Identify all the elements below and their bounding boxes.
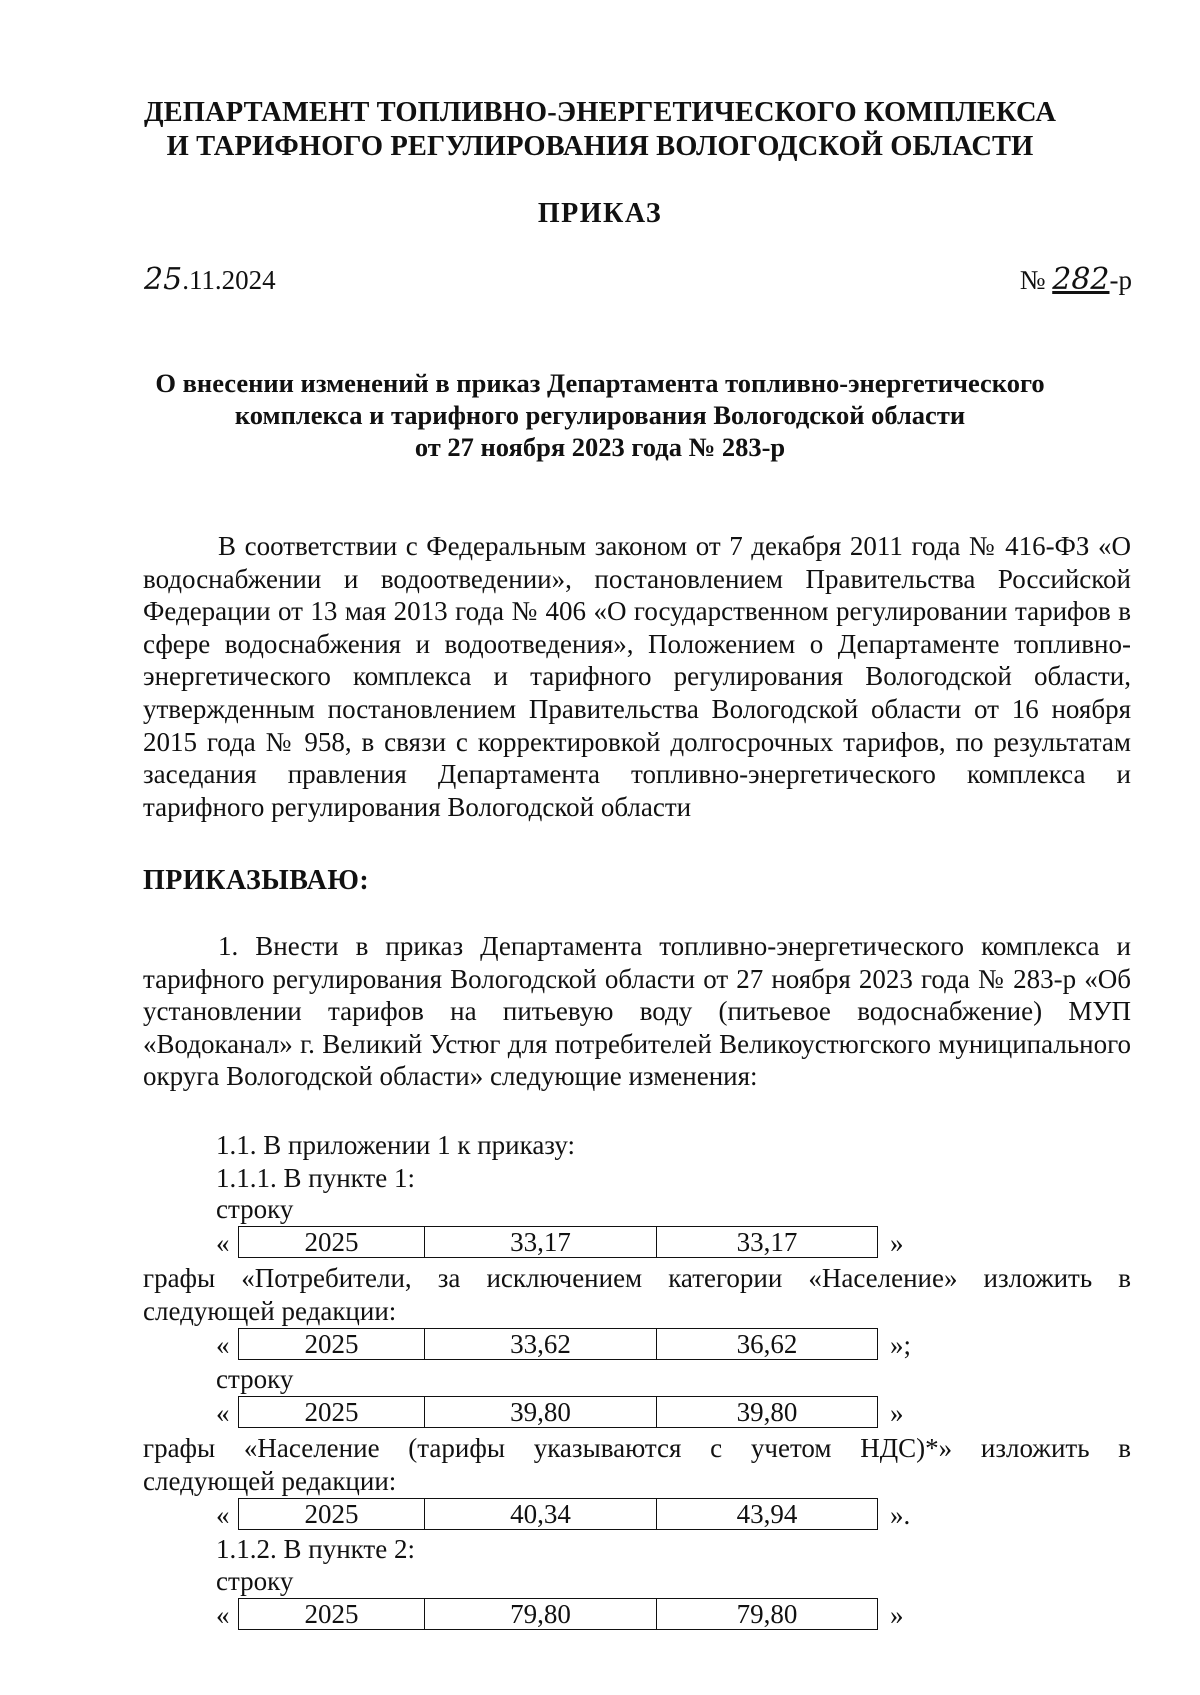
quote-close: » [890,1398,904,1428]
stroku-label: строку [216,1194,294,1224]
number-prefix: № [1019,265,1053,295]
number-suffix: -р [1109,265,1132,295]
tariff-table [238,1328,878,1360]
year-cell: 2025 [239,1227,425,1257]
date-rest: .11.2024 [182,265,276,295]
quote-open: « [216,1500,230,1530]
stroku-label: строку [216,1566,294,1596]
tariff-value-cell: 33,17 [736,1227,798,1257]
item-1-1-heading: 1.1. В приложении 1 к приказу: [216,1130,576,1160]
preamble-paragraph: В соответствии с Федеральным законом от 7 декабря 2011 года № 416-ФЗ «О водоснабжении и водоотведении», постановлением Правительства Российской Федерации от 13 мая 2013 года № 406 «О государственном регулировании тарифов в сфере водоснабжения и водоотведения», Положением о Департаменте топливно-энергетического комплекса и тарифного регулирования Вологодской области, утвержденным постановлением Правительства Вологодской области от 16 ноября 2015 года № 958, в связи с корректировкой долгосрочных тарифов, по результатам заседания правления Департамента топливно-энергетического комплекса и тарифного регулирования Вологодской области [143,531,1131,822]
stroku-label: строку [216,1364,294,1394]
tariff-value-cell: 39,80 [736,1397,798,1427]
tariff-value-cell: 33,62 [425,1329,657,1359]
quote-open: « [216,1398,230,1428]
order-number [1020,262,1132,297]
item-1-1-2-heading: 1.1.2. В пункте 2: [216,1534,415,1564]
tariff-table [238,1396,878,1428]
tariff-value-cell: 39,80 [425,1397,657,1427]
tariff-value-cell: 33,17 [425,1227,657,1257]
item-1-1-1-heading: 1.1.1. В пункте 1: [216,1163,415,1193]
tariff-value-cell: 40,34 [425,1499,657,1529]
quote-close: » [890,1600,904,1630]
next-edition-label: следующей редакции: [143,1466,397,1496]
tariff-table [238,1226,878,1258]
tariff-table [238,1498,878,1530]
order-title: ПРИКАЗ [537,198,663,229]
tariff-table [238,1598,878,1630]
quote-close: ». [890,1500,911,1530]
quote-open: « [216,1330,230,1360]
department-name-line-2: И ТАРИФНОГО РЕГУЛИРОВАНИЯ ВОЛОГОДСКОЙ ОБЛАСТИ [166,131,1034,162]
department-name-line-1: ДЕПАРТАМЕНТ ТОПЛИВНО-ЭНЕРГЕТИЧЕСКОГО КОМПЛЕКСА [143,97,1057,128]
order-date [144,262,276,297]
handwritten-day: 25 [144,262,183,297]
quote-close: » [890,1228,904,1258]
column-1-text: графы «Потребители, за исключением категории «Население» изложить в [143,1263,1131,1293]
quote-open: « [216,1600,230,1630]
tariff-value-cell: 43,94 [736,1499,798,1529]
tariff-value-cell: 79,80 [425,1599,657,1629]
year-cell: 2025 [239,1599,425,1629]
quote-open: « [216,1228,230,1258]
item-1-paragraph: 1. Внести в приказ Департамента топливно-энергетического комплекса и тарифного регулирования Вологодской области от 27 ноября 2023 года № 283-р «Об установлении тарифов на питьевую воду (питьевое водоснабжение) МУП «Водоканал» г. Великий Устюг для потребителей Великоустюгского муниципального округа Вологодской области» следующие изменения: [143,931,1131,1092]
tariff-value-cell: 79,80 [736,1599,798,1629]
quote-close: »; [890,1330,912,1360]
handwritten-number: 282 [1052,262,1110,297]
subject-line-3: от 27 ноября 2023 года № 283-р [414,432,786,462]
tariff-value-cell: 36,62 [736,1329,798,1359]
year-cell: 2025 [239,1397,425,1427]
directive-word: ПРИКАЗЫВАЮ: [143,865,370,896]
year-cell: 2025 [239,1499,425,1529]
next-edition-label: следующей редакции: [143,1296,397,1326]
subject-line-1: О внесении изменений в приказ Департамента топливно-энергетического [155,368,1045,398]
subject-line-2: комплекса и тарифного регулирования Вологодской области [234,400,966,430]
year-cell: 2025 [239,1329,425,1359]
column-2-text: графы «Население (тарифы указываются с учетом НДС)*» изложить в [143,1433,1131,1463]
